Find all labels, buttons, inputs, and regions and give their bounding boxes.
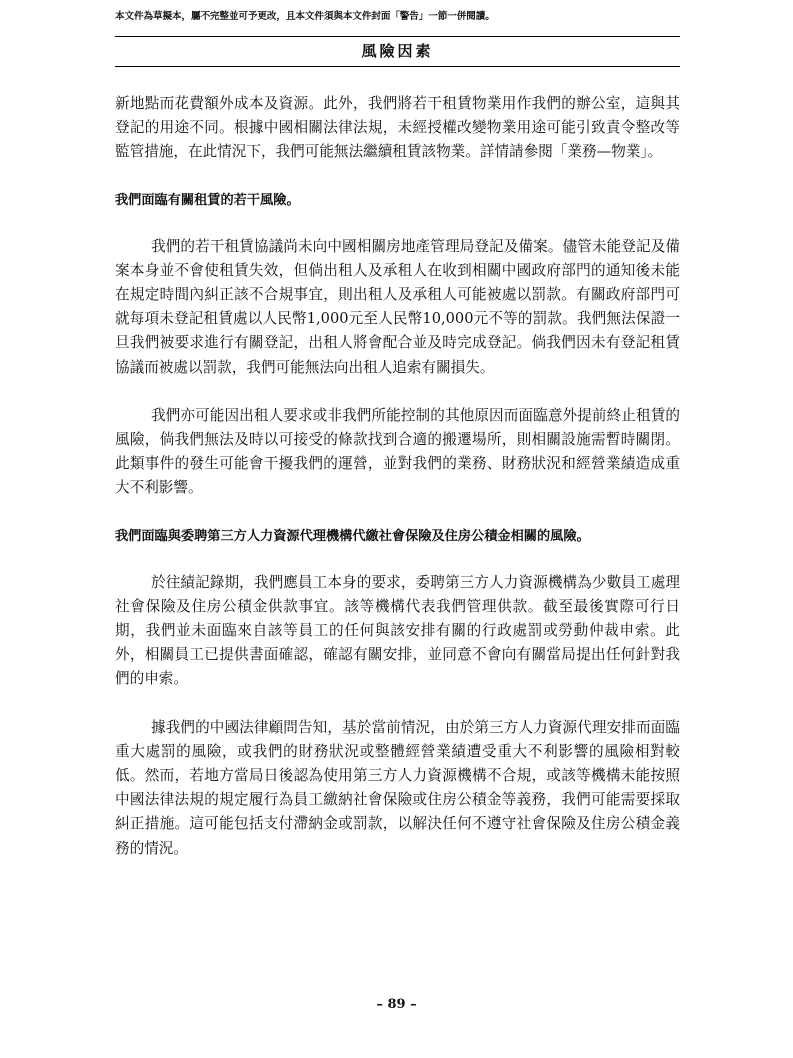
header-rule-top [115,36,680,37]
paragraph-hr-agency-arrangement: 於往績記錄期，我們應員工本身的要求，委聘第三方人力資源機構為少數員工處理社會保險及住房公積金供款事宜。該等機構代表我們管理供款。截至最後實際可行日期，我們並未面臨來自該等員工的任何與該安排有關的行政處罰或勞動仲裁申索。此外，相關員工已提供書面確認，確認有關安排，並同意不會向有關當局提出任何針對我們的申索。 [115,573,680,688]
paragraph-lease-registration: 我們的若干租賃協議尚未向中國相關房地產管理局登記及備案。儘管未能登記及備案本身並不會使租賃失效，但倘出租人及承租人在收到相關中國政府部門的通知後未能在規定時間內糾正該不合規事宜，則出租人及承租人可能被處以罰款。有關政府部門可就每項未登記租賃處以人民幣1,000元至人民幣10,000元不等的罰款。我們無法保證一旦我們被要求進行有關登記，出租人將會配合並及時完成登記。倘我們因未有登記租賃協議而被處以罰款，我們可能無法向出租人追索有關損失。 [115,237,680,376]
paragraph-lease-termination: 我們亦可能因出租人要求或非我們所能控制的其他原因而面臨意外提前終止租賃的風險，倘我們無法及時以可接受的條款找到合適的搬遷場所，則相關設施需暫時關閉。此類事件的發生可能會干擾我們的運營，並對我們的業務、財務狀況和經營業績造成重大不利影響。 [115,406,680,497]
header-rule-bottom [115,66,680,67]
paragraph-prc-legal-advice: 據我們的中國法律顧問告知，基於當前情況，由於第三方人力資源代理安排而面臨重大處罰的風險，或我們的財務狀況或整體經營業績遭受重大不利影響的風險相對較低。然而，若地方當局日後認為使用第三方人力資源機構不合規，或該等機構未能按照中國法律法規的規定履行為員工繳納社會保險或住房公積金等義務，我們可能需要採取糾正措施。這可能包括支付滯納金或罰款，以解決任何不遵守社會保險及住房公積金義務的情況。 [115,718,680,857]
section-title: 風險因素 [361,42,434,60]
continued-paragraph: 新地點而花費額外成本及資源。此外，我們將若干租賃物業用作我們的辦公室，這與其登記的用途不同。根據中國相關法律法規，未經授權改變物業用途可能引致責令整改等監管措施，在此情況下，我們可能無法繼續租賃該物業。詳情請參閱「業務—物業」。 [115,95,680,161]
draft-disclaimer: 本文件為草擬本，屬不完整並可予更改，且本文件須與本文件封面「警告」一節一併閱讀。 [115,11,495,22]
page-number: – 89 – [376,997,417,1012]
page-body [115,92,680,861]
heading-hr-agency-risks: 我們面臨與委聘第三方人力資源代理機構代繳社會保險及住房公積金相關的風險。 [115,528,590,544]
heading-lease-risks: 我們面臨有關租賃的若干風險。 [115,192,300,208]
